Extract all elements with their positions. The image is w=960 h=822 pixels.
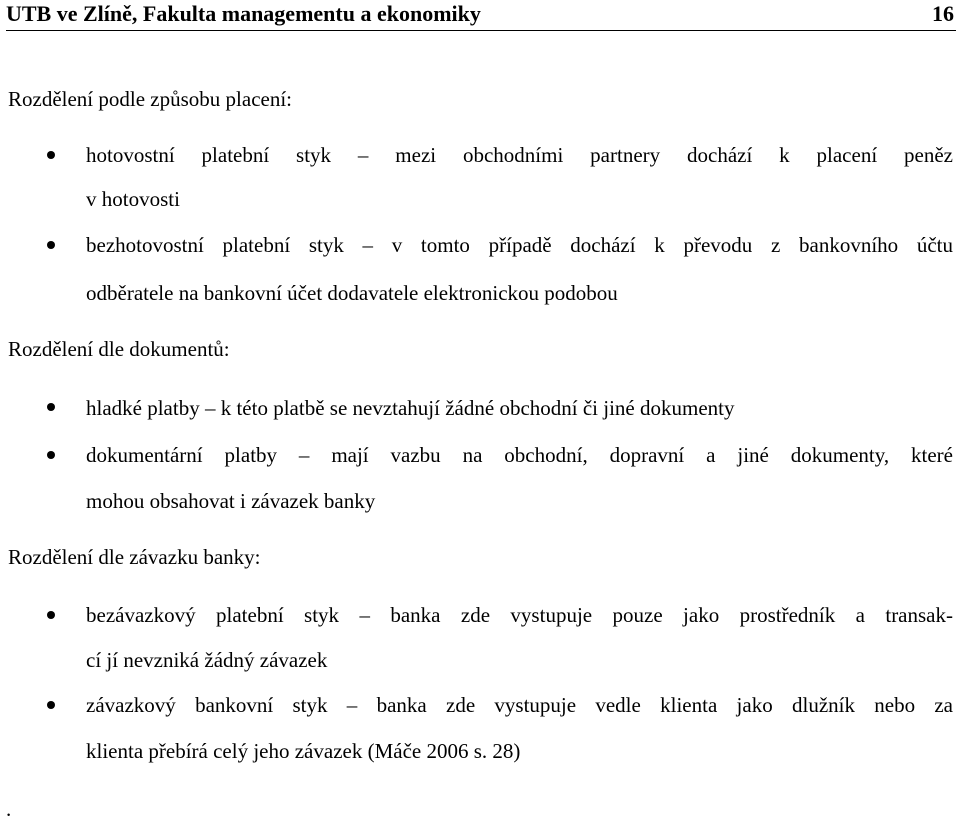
list-item-line: odběratele na bankovní účet dodavatele elektronickou podobou: [86, 281, 618, 305]
bullet-icon: [47, 611, 55, 619]
section-heading-bank-obligation: Rozdělení dle závazku banky:: [8, 545, 261, 569]
bullet-icon: [47, 451, 55, 459]
list-item-line: dokumentární platby – mají vazbu na obchodní, dopravní a jiné dokumenty, které: [86, 443, 953, 467]
list-item-line: cí jí nevzniká žádný závazek: [86, 648, 328, 672]
stray-dot: .: [6, 797, 12, 821]
bullet-icon: [47, 701, 55, 709]
section-heading-payment-method: Rozdělení podle způsobu placení:: [8, 87, 293, 111]
list-item-line: hladké platby – k této platbě se nevztahují žádné obchodní či jiné dokumenty: [86, 396, 735, 420]
list-item-line: hotovostní platební styk – mezi obchodními partnery dochází k placení peněz: [86, 143, 953, 167]
list-item-line: klienta přebírá celý jeho závazek (Máče 2006 s. 28): [86, 739, 521, 763]
list-item-line: bezávazkový platební styk – banka zde vystupuje pouze jako prostředník a transak-: [86, 603, 953, 627]
list-item-line: bezhotovostní platební styk – v tomto případě dochází k převodu z bankovního účtu: [86, 233, 953, 257]
list-item-line: závazkový bankovní styk – banka zde vystupuje vedle klienta jako dlužník nebo za: [86, 693, 953, 717]
header-title: UTB ve Zlíně, Fakulta managementu a ekonomiky: [6, 1, 481, 26]
bullet-icon: [47, 241, 55, 249]
page-number: 16: [932, 1, 954, 26]
bullet-icon: [47, 151, 55, 159]
bullet-icon: [47, 403, 55, 411]
list-item-line: v hotovosti: [86, 187, 180, 211]
page-header: [6, 0, 956, 31]
section-heading-documents: Rozdělení dle dokumentů:: [8, 337, 230, 361]
list-item-line: mohou obsahovat i závazek banky: [86, 489, 376, 513]
